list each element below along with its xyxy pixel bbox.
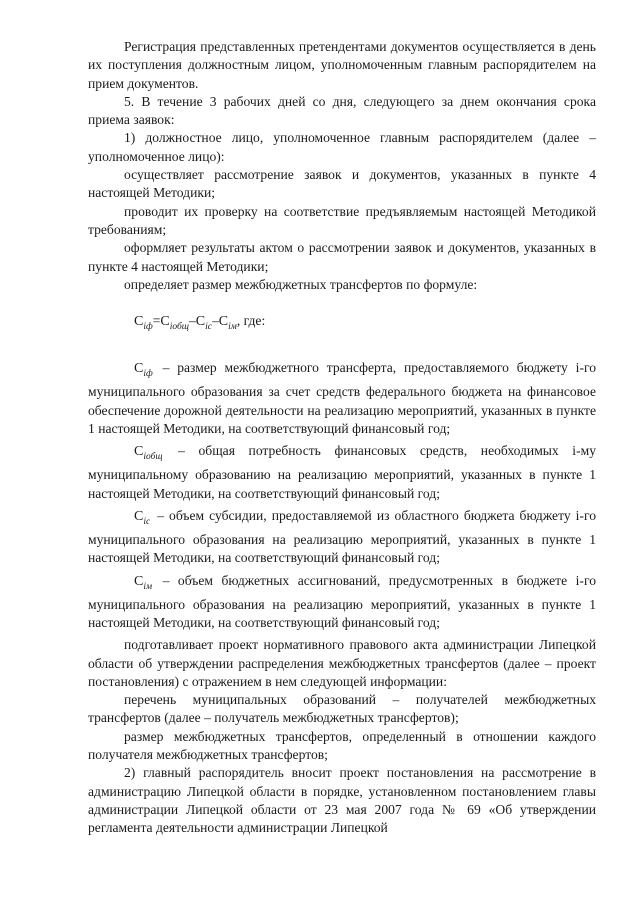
definition-symbol: $C_{iф}$ (134, 361, 153, 379)
formula-equals: = (152, 313, 161, 329)
paragraph-amount: размер межбюджетных трансфертов, определенный в отношении каждого получателя межбюджетных трансфертов; (88, 728, 596, 762)
definition-symbol: $C_{iм}$ (134, 573, 153, 592)
definition-c-iobshch (88, 442, 596, 503)
definition-c-if (88, 359, 596, 438)
paragraph-formula-intro: определяет размер межбюджетных трансфертов по формуле: (124, 276, 478, 292)
paragraph-subitem-2: 2) главный распорядитель вносит проект постановления на рассмотрение в администрацию Липецкой области в порядке, установленном постановлением главы администрации Липецкой области от 23 мая 2007 года № 69 «Об утверждении регламента деятельности администрации Липецкой (88, 765, 596, 836)
formula-minus: – (188, 313, 196, 329)
transfer-formula (134, 311, 596, 357)
formula-minus: – (211, 313, 219, 329)
formula-term-c-is: $C_{iс}$ (195, 314, 212, 332)
paragraph-review: осуществляет рассмотрение заявок и документов, указанных в пункте 4 настоящей Методики; (88, 167, 596, 201)
formula-term-c-if: $C_{iф}$ (134, 314, 153, 332)
definition-c-is (88, 507, 596, 568)
paragraph-prepares: подготавливает проект нормативного правового акта администрации Липецкой области об утверждении распределения межбюджетных трансфертов (далее – проект постановления) с отражением в нем следующей информации: (88, 637, 596, 689)
formula-term-c-iobshch: $C_{iобщ}$ (160, 314, 189, 332)
document-page (88, 38, 596, 837)
paragraph-subitem-1: 1) должностное лицо, уполномоченное главным распорядителем (далее – уполномоченное лицо): (88, 130, 596, 164)
paragraph-list: перечень муниципальных образований – получателей межбюджетных трансфертов (далее – получатель межбюджетных трансфертов); (88, 692, 596, 726)
formula-term-c-im: $C_{iм}$ (218, 314, 237, 332)
paragraph-registration: Регистрация представленных претендентами документов осуществляется в день их поступления должностным лицом, уполномоченным главным распорядителем на прием документов. (88, 39, 596, 91)
definition-text: – общая потребность финансовых средств, необходимых i-му муниципальному образованию на реализацию мероприятий, указанных в пункте 1 настоящей Методики, на соответствующий финансовый год; (88, 443, 596, 501)
paragraph-check: проводит их проверку на соответствие предъявляемым настоящей Методикой требованиям; (88, 203, 596, 237)
definition-symbol: $C_{iобщ}$ (134, 444, 163, 462)
definition-text: – размер межбюджетного трансферта, предоставляемого бюджету i-го муниципального образования за счет средств федерального бюджета на финансовое обеспечение дорожной деятельности на реализацию мероприятий, указанных в пункте 1 настоящей Методики, на соответствующий финансовый год; (88, 360, 596, 436)
definition-text: – объем бюджетных ассигнований, предусмотренных в бюджете i-го муниципального образования на реализацию мероприятий, указанных в пункте 1 настоящей Методики, на соответствующий финансовый год; (88, 572, 596, 630)
definition-c-im (88, 572, 596, 633)
paragraph-item-5: 5. В течение 3 рабочих дней со дня, следующего за днем окончания срока приема заявок: (88, 93, 596, 128)
definition-symbol: $C_{iс}$ (134, 508, 151, 527)
paragraph-act: оформляет результаты актом о рассмотрении заявок и документов, указанных в пункте 4 настоящей Методики; (88, 240, 596, 274)
definition-text: – объем субсидии, предоставляемой из областного бюджета бюджету i-го муниципального образования на реализацию мероприятий, указанных в пункте 1 настоящей Методики, на соответствующий финансовый год; (88, 507, 596, 566)
formula-suffix: , где: (236, 313, 266, 329)
